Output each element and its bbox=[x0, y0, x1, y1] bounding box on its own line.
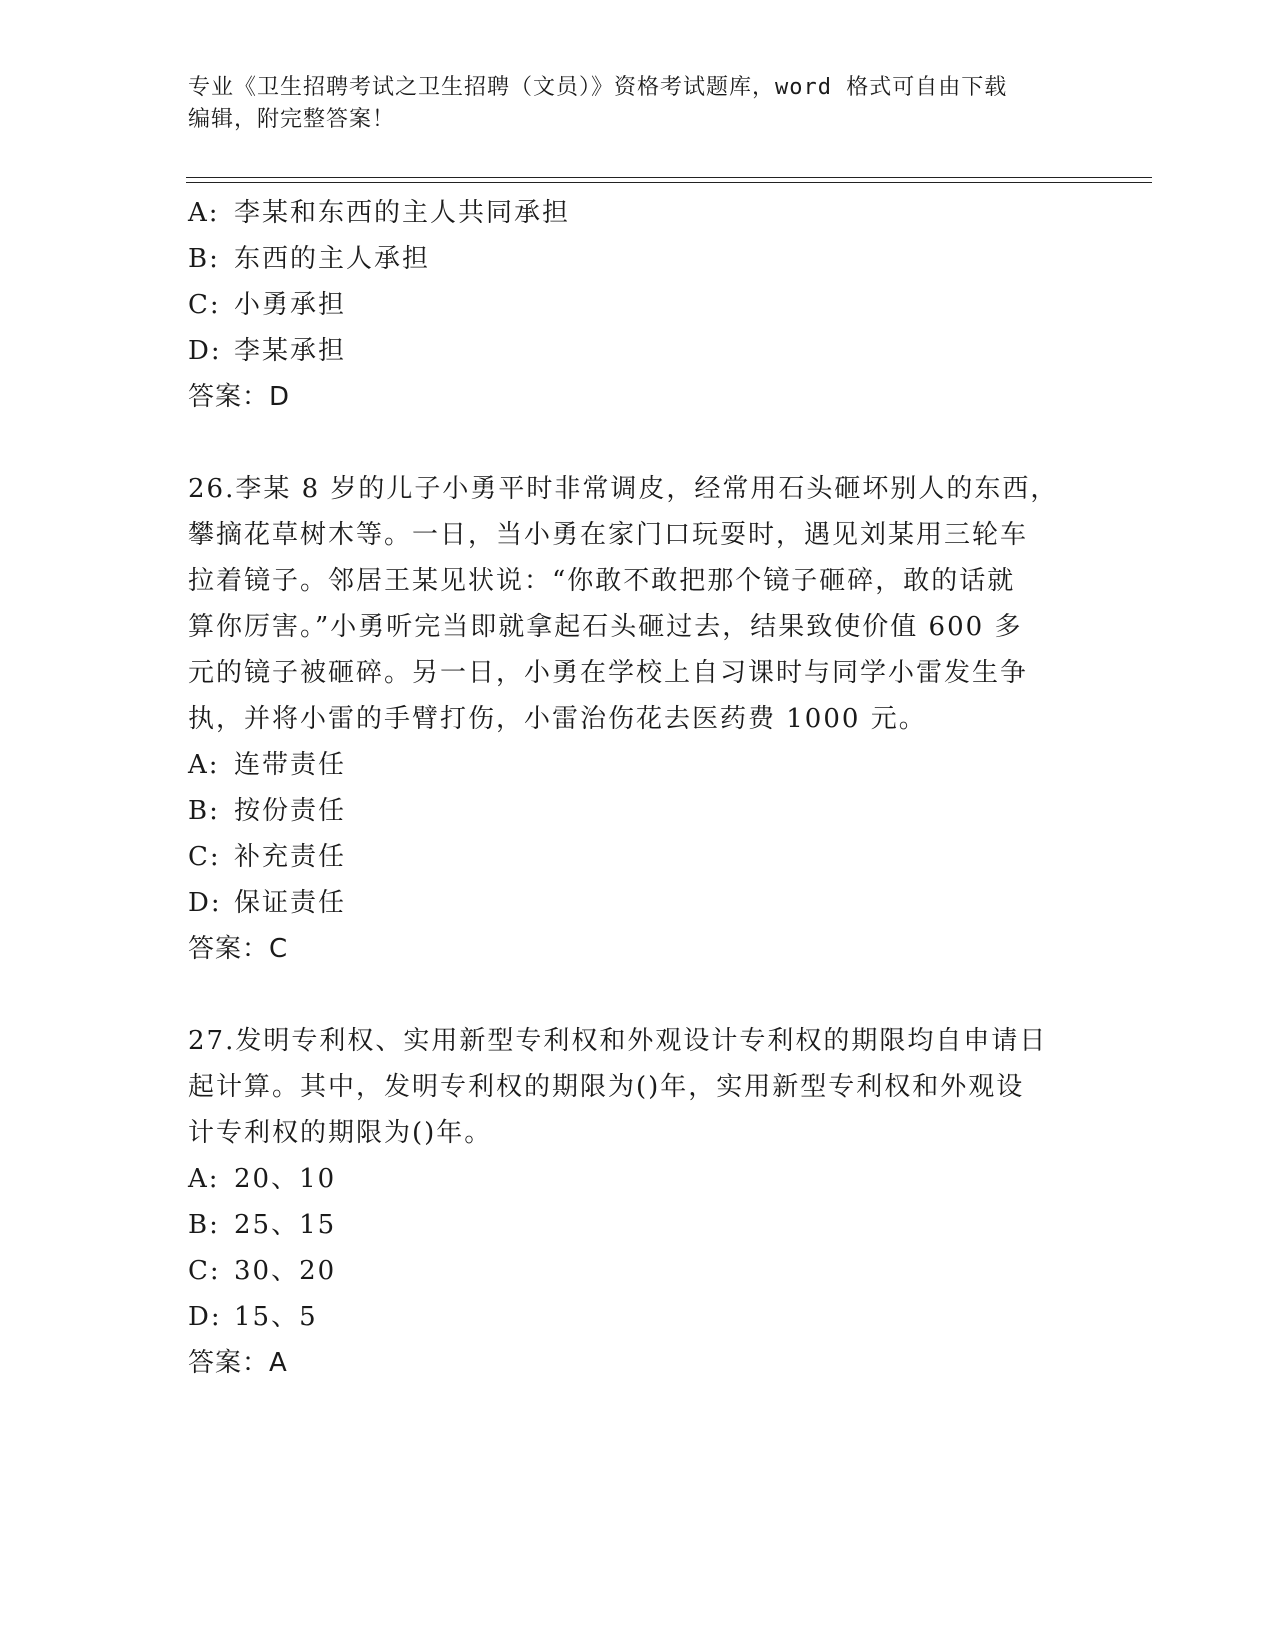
header-line-2: 编辑，附完整答案！ bbox=[188, 107, 396, 132]
question-text bbox=[188, 466, 1068, 742]
question-text-line: 执，并将小雷的手臂打伤，小雷治伤花去医药费 1000 元。 bbox=[188, 704, 927, 734]
question-text-line: 起计算。其中，发明专利权的期限为()年，实用新型专利权和外观设 bbox=[188, 1072, 1025, 1102]
option-label: A: bbox=[188, 198, 220, 228]
option-label: C: bbox=[188, 290, 221, 320]
option-text: 20、10 bbox=[234, 1164, 337, 1194]
option-label: A: bbox=[188, 750, 220, 780]
option-c bbox=[188, 1248, 1068, 1294]
option-text: 李某和东西的主人共同承担 bbox=[234, 198, 571, 228]
question-25 bbox=[188, 190, 1068, 420]
option-text: 李某承担 bbox=[234, 336, 347, 366]
option-label: D: bbox=[188, 888, 222, 918]
question-26 bbox=[188, 466, 1068, 972]
question-text-line: 26.李某 8 岁的儿子小勇平时非常调皮，经常用石头砸坏别人的东西， bbox=[188, 474, 1059, 504]
option-a bbox=[188, 190, 1068, 236]
question-text-line: 算你厉害。”小勇听完当即就拿起石头砸过去，结果致使价值 600 多 bbox=[188, 612, 1023, 642]
spacer bbox=[188, 972, 1068, 1018]
option-label: D: bbox=[188, 1302, 222, 1332]
option-d bbox=[188, 328, 1068, 374]
option-text: 30、20 bbox=[234, 1256, 337, 1286]
question-text-line: 27.发明专利权、实用新型专利权和外观设计专利权的期限均自申请日 bbox=[188, 1026, 1048, 1056]
question-text-line: 拉着镜子。邻居王某见状说：“你敢不敢把那个镜子砸碎，敢的话就 bbox=[188, 566, 1016, 596]
answer-line: 答案：D bbox=[188, 382, 291, 412]
option-b bbox=[188, 236, 1068, 282]
option-label: B: bbox=[188, 1210, 220, 1240]
option-text: 15、5 bbox=[234, 1302, 318, 1332]
answer-line: 答案：A bbox=[188, 1348, 288, 1378]
option-label: B: bbox=[188, 796, 220, 826]
option-label: C: bbox=[188, 1256, 221, 1286]
question-text-line: 元的镜子被砸碎。另一日，小勇在学校上自习课时与同学小雷发生争 bbox=[188, 658, 1029, 688]
option-c bbox=[188, 834, 1068, 880]
header-line-1: 专业《卫生招聘考试之卫生招聘（文员）》资格考试题库，word 格式可自由下载 bbox=[188, 75, 1008, 100]
option-label: D: bbox=[188, 336, 222, 366]
option-label: B: bbox=[188, 244, 220, 274]
option-a bbox=[188, 742, 1068, 788]
option-b bbox=[188, 1202, 1068, 1248]
option-d bbox=[188, 1294, 1068, 1340]
option-text: 东西的主人承担 bbox=[234, 244, 431, 274]
document-header bbox=[188, 72, 1088, 136]
option-text: 保证责任 bbox=[234, 888, 347, 918]
option-text: 小勇承担 bbox=[234, 290, 347, 320]
option-label: C: bbox=[188, 842, 221, 872]
question-content bbox=[188, 190, 1068, 1386]
option-text: 补充责任 bbox=[234, 842, 347, 872]
option-a bbox=[188, 1156, 1068, 1202]
header-divider-bottom bbox=[186, 182, 1152, 183]
question-text bbox=[188, 1018, 1068, 1156]
option-c bbox=[188, 282, 1068, 328]
option-text: 连带责任 bbox=[234, 750, 347, 780]
option-text: 25、15 bbox=[234, 1210, 337, 1240]
header-divider-top bbox=[186, 177, 1152, 178]
question-27 bbox=[188, 1018, 1068, 1386]
question-text-line: 计专利权的期限为()年。 bbox=[188, 1118, 493, 1148]
option-text: 按份责任 bbox=[234, 796, 347, 826]
option-label: A: bbox=[188, 1164, 220, 1194]
answer-line: 答案：C bbox=[188, 934, 289, 964]
question-text-line: 攀摘花草树木等。一日，当小勇在家门口玩耍时，遇见刘某用三轮车 bbox=[188, 520, 1029, 550]
option-b bbox=[188, 788, 1068, 834]
spacer bbox=[188, 420, 1068, 466]
option-d bbox=[188, 880, 1068, 926]
